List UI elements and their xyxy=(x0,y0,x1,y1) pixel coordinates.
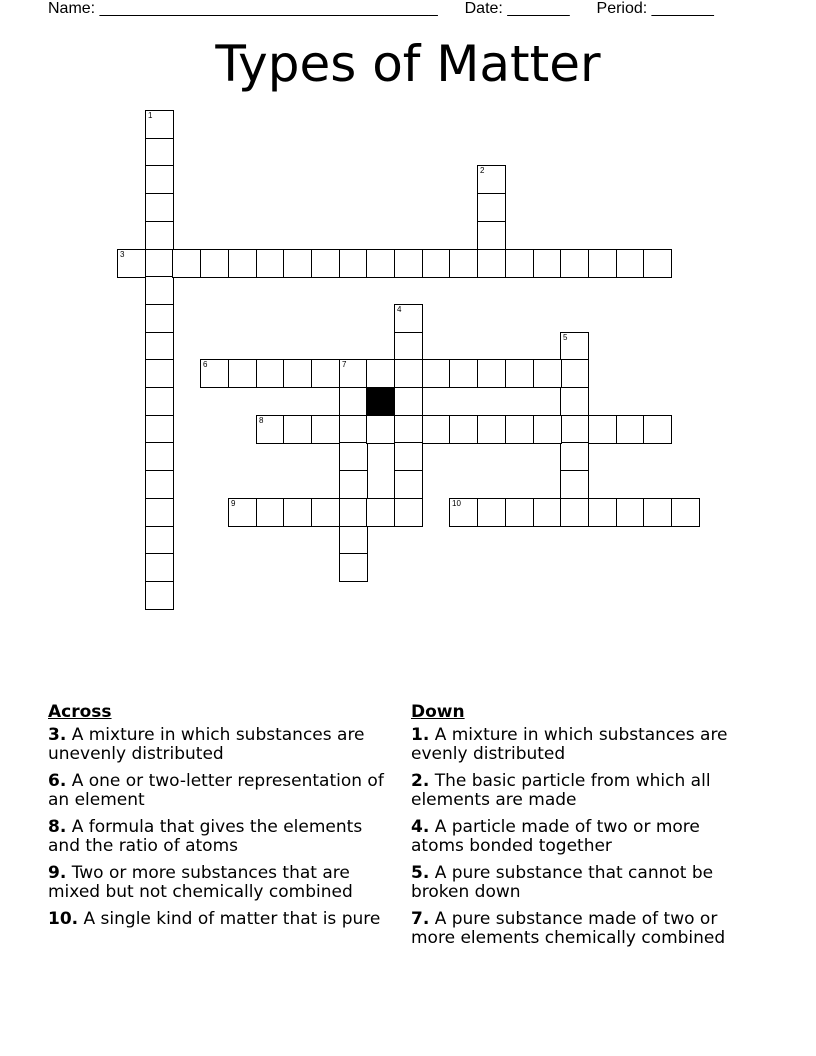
grid-cell[interactable] xyxy=(588,249,617,278)
grid-cell[interactable] xyxy=(533,498,562,527)
grid-cell[interactable] xyxy=(256,415,285,444)
grid-cell[interactable] xyxy=(228,498,257,527)
grid-cell[interactable] xyxy=(145,415,174,444)
grid-cell[interactable] xyxy=(422,249,451,278)
grid-cell[interactable] xyxy=(311,498,340,527)
grid-cell[interactable] xyxy=(256,249,285,278)
grid-cell[interactable] xyxy=(643,249,672,278)
grid-cell[interactable] xyxy=(366,415,395,444)
grid-cell[interactable] xyxy=(588,498,617,527)
grid-cell[interactable] xyxy=(616,249,645,278)
grid-cell[interactable] xyxy=(145,526,174,555)
grid-cell[interactable] xyxy=(505,359,534,388)
down-clues xyxy=(411,702,751,956)
grid-cell[interactable] xyxy=(283,498,312,527)
grid-cell[interactable] xyxy=(505,415,534,444)
grid-cell[interactable] xyxy=(394,498,423,527)
clue-number-label: 6 xyxy=(203,360,208,369)
grid-cell[interactable] xyxy=(505,498,534,527)
clue-text: The basic particle from which all elements are made xyxy=(411,771,711,810)
grid-cell[interactable] xyxy=(560,332,589,361)
clue-number-label: 5 xyxy=(563,333,568,342)
grid-cell[interactable] xyxy=(588,415,617,444)
grid-cell[interactable] xyxy=(477,221,506,250)
clue-text: A formula that gives the elements and the ratio of atoms xyxy=(48,817,363,856)
clue-number: 9. xyxy=(48,863,67,883)
page-title: Types of Matter xyxy=(215,35,601,93)
down-clue xyxy=(411,910,751,948)
grid-cell[interactable] xyxy=(394,442,423,471)
period-field[interactable]: Period: _______ xyxy=(596,0,714,17)
clue-text: Two or more substances that are mixed but not chemically combined xyxy=(48,863,353,902)
grid-cell[interactable] xyxy=(560,387,589,416)
down-clue xyxy=(411,818,751,856)
grid-cell[interactable] xyxy=(394,359,423,388)
grid-cell[interactable] xyxy=(449,249,478,278)
grid-cell[interactable] xyxy=(533,415,562,444)
grid-cell[interactable] xyxy=(477,249,506,278)
clue-number-label: 3 xyxy=(120,250,125,259)
grid-cell[interactable] xyxy=(477,415,506,444)
name-field[interactable]: Name: ______________________________________ xyxy=(48,0,438,17)
grid-cell[interactable] xyxy=(422,359,451,388)
grid-cell[interactable] xyxy=(366,498,395,527)
grid-cell[interactable] xyxy=(228,359,257,388)
down-clue xyxy=(411,726,751,764)
grid-cell[interactable] xyxy=(643,415,672,444)
grid-cell[interactable] xyxy=(283,359,312,388)
grid-cell[interactable] xyxy=(339,387,368,416)
clue-number-label: 1 xyxy=(148,111,153,120)
grid-cell[interactable] xyxy=(394,470,423,499)
grid-cell[interactable] xyxy=(560,415,589,444)
grid-cell[interactable] xyxy=(145,193,174,222)
grid-cell[interactable] xyxy=(256,359,285,388)
clue-number-label: 8 xyxy=(259,416,264,425)
grid-cell[interactable] xyxy=(449,498,478,527)
grid-cell[interactable] xyxy=(145,249,174,278)
clue-text: A one or two-letter representation of an element xyxy=(48,771,384,810)
across-heading: Across xyxy=(48,702,112,722)
grid-cell[interactable] xyxy=(145,276,174,305)
grid-cell[interactable] xyxy=(477,498,506,527)
grid-cell[interactable] xyxy=(643,498,672,527)
grid-cell[interactable] xyxy=(477,193,506,222)
grid-cell[interactable] xyxy=(394,332,423,361)
grid-cell[interactable] xyxy=(533,359,562,388)
across-clue xyxy=(48,910,388,929)
grid-cell[interactable] xyxy=(422,415,451,444)
clue-text: A particle made of two or more atoms bonded together xyxy=(411,817,700,856)
grid-cell[interactable] xyxy=(366,249,395,278)
grid-cell[interactable] xyxy=(145,581,174,610)
grid-cell[interactable] xyxy=(145,304,174,333)
clue-text: A pure substance made of two or more elements chemically combined xyxy=(411,909,726,948)
grid-cell[interactable] xyxy=(228,249,257,278)
grid-cell[interactable] xyxy=(117,249,146,278)
grid-cell[interactable] xyxy=(505,249,534,278)
grid-cell[interactable] xyxy=(339,442,368,471)
clue-number: 7. xyxy=(411,909,430,929)
grid-cell[interactable] xyxy=(200,359,229,388)
grid-cell[interactable] xyxy=(616,415,645,444)
down-clue xyxy=(411,772,751,810)
grid-cell[interactable] xyxy=(477,165,506,194)
grid-cell[interactable] xyxy=(560,249,589,278)
across-clue xyxy=(48,726,388,764)
grid-cell[interactable] xyxy=(616,498,645,527)
grid-cell[interactable] xyxy=(339,526,368,555)
grid-cell[interactable] xyxy=(339,359,368,388)
grid-cell[interactable] xyxy=(145,110,174,139)
across-clue xyxy=(48,818,388,856)
grid-cell[interactable] xyxy=(283,249,312,278)
grid-cell[interactable] xyxy=(172,249,201,278)
grid-cell[interactable] xyxy=(145,165,174,194)
across-clue xyxy=(48,864,388,902)
grid-cell[interactable] xyxy=(339,470,368,499)
grid-cell[interactable] xyxy=(671,498,700,527)
clue-number: 1. xyxy=(411,725,430,745)
clue-number-label: 7 xyxy=(342,360,347,369)
clue-text: A pure substance that cannot be broken down xyxy=(411,863,714,902)
grid-cell[interactable] xyxy=(145,138,174,167)
grid-cell[interactable] xyxy=(560,470,589,499)
grid-cell[interactable] xyxy=(145,221,174,250)
grid-cell[interactable] xyxy=(560,498,589,527)
grid-cell[interactable] xyxy=(560,359,589,388)
clue-number-label: 4 xyxy=(397,305,402,314)
grid-cell[interactable] xyxy=(311,359,340,388)
grid-cell[interactable] xyxy=(449,415,478,444)
grid-cell[interactable] xyxy=(339,553,368,582)
grid-cell[interactable] xyxy=(311,249,340,278)
grid-cell[interactable] xyxy=(145,359,174,388)
clue-number: 3. xyxy=(48,725,67,745)
clue-number: 4. xyxy=(411,817,430,837)
grid-cell[interactable] xyxy=(339,498,368,527)
clue-number-label: 9 xyxy=(231,499,236,508)
clue-number-label: 2 xyxy=(480,166,485,175)
clue-number: 6. xyxy=(48,771,67,791)
grid-cell[interactable] xyxy=(560,442,589,471)
grid-cell[interactable] xyxy=(145,387,174,416)
grid-cell[interactable] xyxy=(311,415,340,444)
grid-cell[interactable] xyxy=(394,249,423,278)
clue-text: A mixture in which substances are unevenly distributed xyxy=(48,725,365,764)
across-clue xyxy=(48,772,388,810)
grid-cell[interactable] xyxy=(394,387,423,416)
grid-cell[interactable] xyxy=(394,415,423,444)
grid-cell[interactable] xyxy=(477,359,506,388)
grid-cell[interactable] xyxy=(449,359,478,388)
grid-cell[interactable] xyxy=(145,442,174,471)
down-heading: Down xyxy=(411,702,465,722)
grid-cell[interactable] xyxy=(339,249,368,278)
clue-number: 10. xyxy=(48,909,79,929)
down-clue xyxy=(411,864,751,902)
black-cell xyxy=(366,387,395,416)
clue-number: 5. xyxy=(411,863,430,883)
clue-number-label: 10 xyxy=(452,499,461,508)
grid-cell[interactable] xyxy=(394,304,423,333)
grid-cell[interactable] xyxy=(533,249,562,278)
clue-number: 2. xyxy=(411,771,430,791)
clue-text: A mixture in which substances are evenly distributed xyxy=(411,725,728,764)
grid-cell[interactable] xyxy=(145,470,174,499)
grid-cell[interactable] xyxy=(145,498,174,527)
clue-number: 8. xyxy=(48,817,67,837)
date-field[interactable]: Date: _______ xyxy=(464,0,570,17)
grid-cell[interactable] xyxy=(283,415,312,444)
grid-cell[interactable] xyxy=(256,498,285,527)
grid-cell[interactable] xyxy=(366,359,395,388)
grid-cell[interactable] xyxy=(200,249,229,278)
grid-cell[interactable] xyxy=(145,553,174,582)
across-clues xyxy=(48,702,388,937)
clue-text: A single kind of matter that is pure xyxy=(78,909,381,929)
grid-cell[interactable] xyxy=(339,415,368,444)
grid-cell[interactable] xyxy=(145,332,174,361)
